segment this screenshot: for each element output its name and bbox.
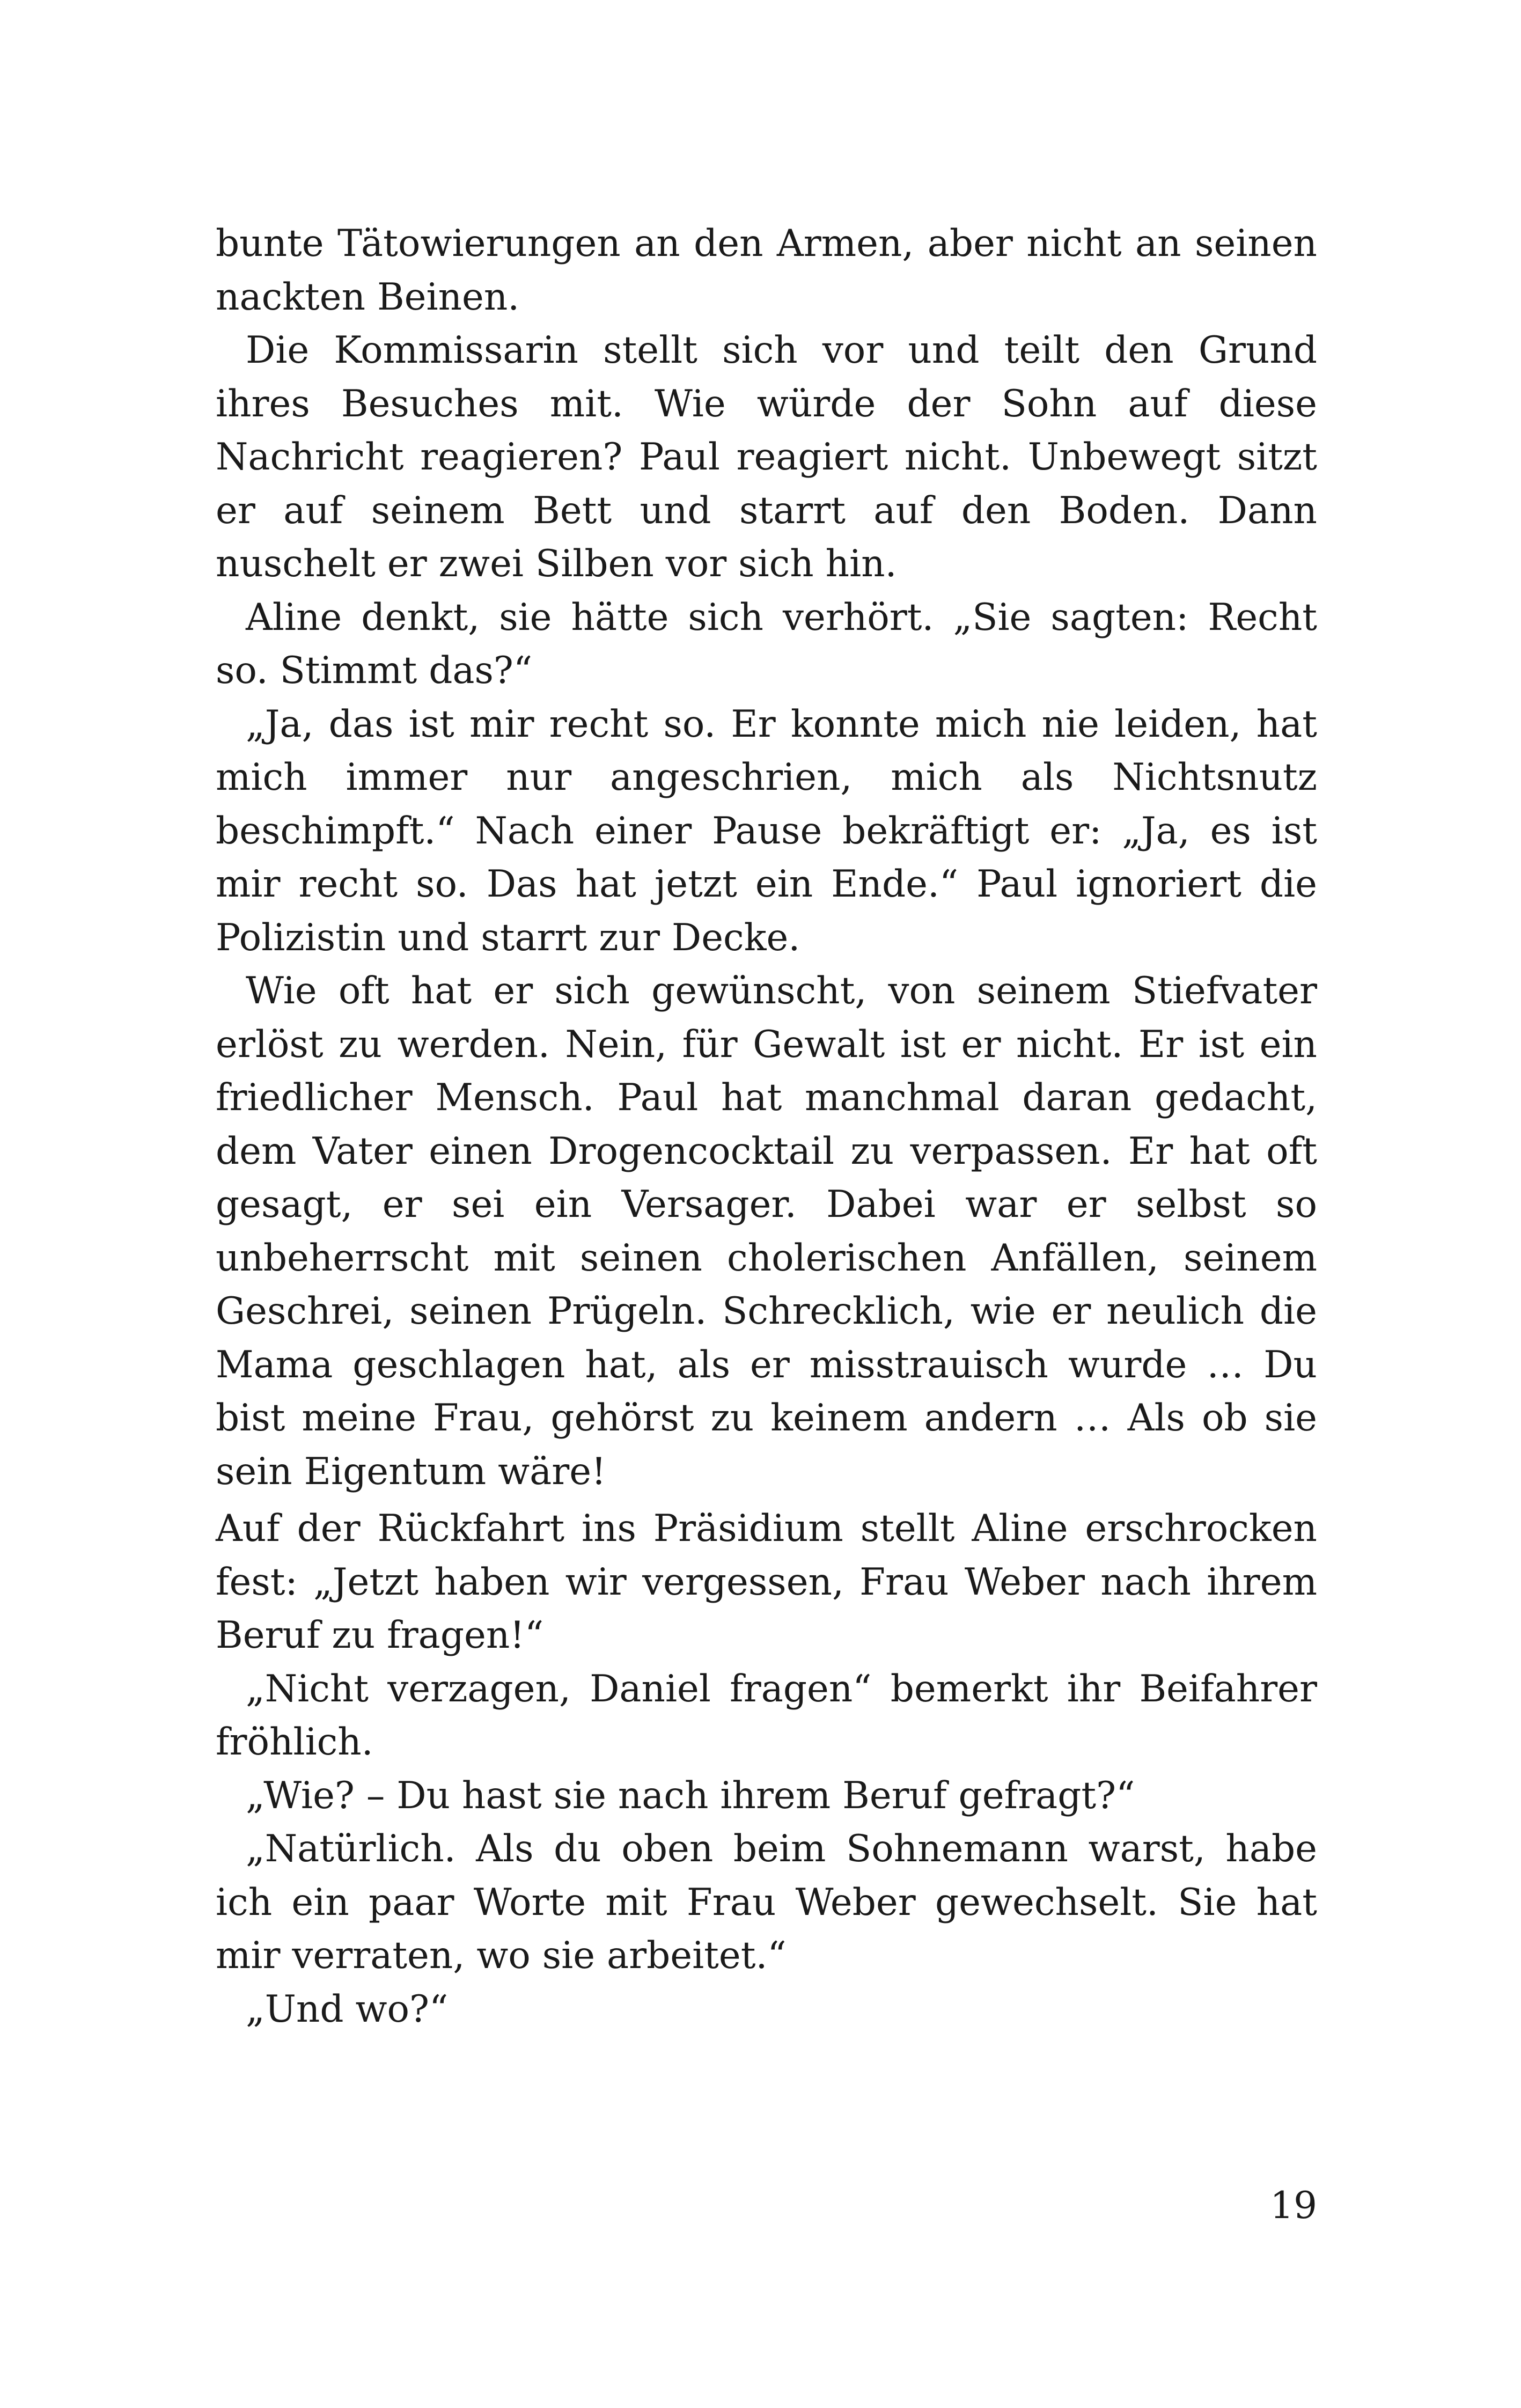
paragraph-aline-question: Aline denkt, sie hätte sich verhört. „Sie sagten: Recht so. Stimmt das?“ [216, 596, 1317, 692]
paragraph-paul-reply: „Ja, das ist mir recht so. Er konnte mich nie leiden, hat mich immer nur angeschrien, mich als Nichtsnutz beschimpft.“ Nach einer Pause bekräftigt er: „Ja, es ist mir recht so. Das hat jetzt ein Ende.“ Paul ignoriert die Polizistin und starrt zur Decke. [216, 702, 1317, 959]
paragraph-aline-asks: „Wie? – Du hast sie nach ihrem Beruf gefragt?“ [246, 1774, 1135, 1817]
paragraph-und-wo: „Und wo?“ [246, 1987, 449, 2031]
paragraph-paul-thoughts: Wie oft hat er sich gewünscht, von seinem Stiefvater erlöst zu werden. Nein, für Gewalt ist er nicht. Er ist ein friedlicher Mensch. Paul hat manchmal daran gedacht, dem Vater einen Drogencocktail zu verpassen. Er hat oft gesagt, er sei ein Versager. Dabei war er selbst so unbeherrscht mit seinen cholerischen Anfällen, seinem Geschrei, seinen Prügeln. Schrecklich, wie er neulich die Mama geschlagen hat, als er misstrauisch wurde … Du bist meine Frau, gehörst zu keinem andern … Als ob sie sein Eigentum wäre! [216, 970, 1317, 1493]
paragraph-return-drive: Auf der Rückfahrt ins Präsidium stellt Aline erschrocken fest: „Jetzt haben wir vergessen, Frau Weber nach ihrem Beruf zu fragen!“ [216, 1507, 1317, 1657]
paragraph-daniel-answer: „Natürlich. Als du oben beim Sohnemann warst, habe ich ein paar Worte mit Frau Weber gewechselt. Sie hat mir verraten, wo sie arbeitet.“ [216, 1827, 1317, 1977]
page-number: 19 [1270, 2184, 1317, 2227]
section-one [216, 217, 1317, 1499]
paragraph-passenger-remark: „Nicht verzagen, Daniel fragen“ bemerkt ihr Beifahrer fröhlich. [216, 1667, 1317, 1764]
paragraph-continuation: bunte Tätowierungen an den Armen, aber nicht an seinen nackten Beinen. [216, 222, 1317, 319]
section-two [216, 1502, 1317, 2036]
paragraph-commissioner-visit: Die Kommissarin stellt sich vor und teilt den Grund ihres Besuches mit. Wie würde der Sohn auf diese Nachricht reagieren? Paul reagiert nicht. Unbewegt sitzt er auf seinem Bett und starrt auf den Boden. Dann nuschelt er zwei Silben vor sich hin. [216, 329, 1317, 585]
